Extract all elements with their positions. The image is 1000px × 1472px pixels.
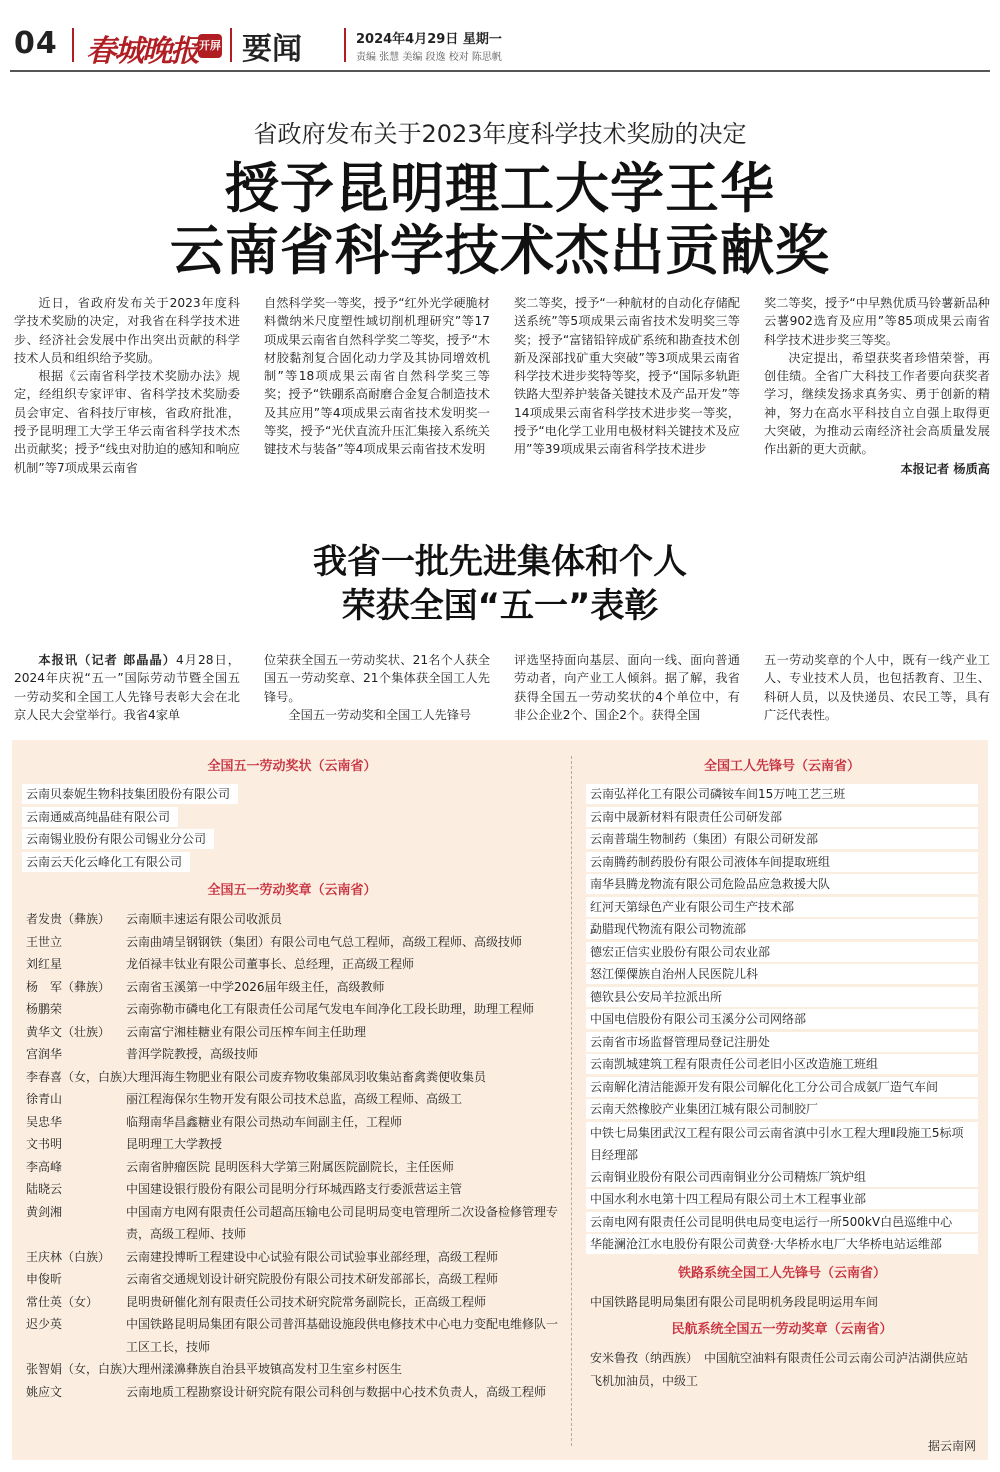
article1-body — [14, 294, 990, 478]
awardee-detail: 普洱学院教授，高级技师 — [126, 1047, 259, 1061]
section-title: 要闻 — [242, 32, 302, 67]
awardee-detail: 临翔南华昌鑫糖业有限公司热动车间副主任，工程师 — [126, 1114, 403, 1129]
awardee-name: 张智娟（女，白族） — [26, 1362, 135, 1376]
list-item — [586, 852, 978, 875]
awardee-detail: 大理洱海生物肥业有限公司废弃物收集部凤羽收集站畜禽粪便收集员 — [126, 1069, 487, 1084]
list-item — [586, 807, 978, 830]
awardee-name: 黄剑湘 — [26, 1204, 63, 1219]
list-item — [22, 1021, 562, 1044]
list-item — [586, 1189, 978, 1212]
list-item — [586, 919, 978, 942]
masthead-divider — [344, 28, 346, 62]
list-item — [22, 1066, 562, 1089]
awardee-name: 常仕英（女） — [26, 1294, 99, 1309]
list-item — [586, 1234, 978, 1257]
list-item — [22, 931, 562, 954]
awardee-name: 刘红星 — [26, 957, 63, 971]
list-item-text: 云南云天化云峰化工有限公司 — [22, 852, 190, 872]
awardee-name: 迟少英 — [26, 1317, 63, 1331]
list-item — [586, 1054, 978, 1077]
awardee-detail: 龙佰禄丰钛业有限公司董事长、总经理，正高级工程师 — [126, 957, 415, 971]
awardee-name: 宫润华 — [26, 1047, 63, 1061]
list-item-text: 云南省市场监督管理局登记注册处 — [586, 1032, 978, 1052]
awardee-name: 黄华文（壮族） — [26, 1024, 111, 1039]
list-item — [586, 964, 978, 987]
left-list-column — [22, 750, 562, 1403]
paragraph: 位荣获全国五一劳动奖状、21名个人获全国五一劳动奖章、21个集体获全国工人先锋号。 — [264, 653, 490, 704]
list-item: 安米鲁孜（纳西族） 中国航空油料有限责任公司云南公司泸沽湖供应站飞机加油员，中级工 — [590, 1351, 969, 1388]
masthead-divider — [72, 28, 74, 62]
awardee-name: 杨 军（彝族） — [26, 979, 111, 994]
list-item — [586, 1009, 978, 1032]
article2-column-3 — [514, 651, 740, 724]
awardee-name: 李高峰 — [26, 1159, 63, 1174]
list-item-text: 中国水利水电第十四工程局有限公司土木工程事业部 — [586, 1189, 978, 1209]
awardee-detail: 云南弥勒市磷电化工有限责任公司尾气发电车间净化工段长助理，助理工程师 — [126, 1002, 535, 1016]
awardee-detail: 云南富宁湘桂糖业有限公司压榨车间主任助理 — [126, 1024, 367, 1039]
category-title: 全国五一劳动奖状（云南省） — [207, 759, 377, 774]
awardee-detail: 中国南方电网有限责任公司超高压输电公司昆明局变电管理所二次设备检修管理专责，高级工程师、技师 — [126, 1204, 559, 1241]
article2-column-2 — [264, 651, 490, 724]
masthead-divider — [230, 28, 232, 62]
list-item — [586, 942, 978, 965]
paragraph: 奖二等奖，授予“中早熟优质马铃薯新品种云薯902选育及应用”等85项成果云南省科学技术进步奖三等奖。 — [764, 296, 990, 347]
paragraph: 评选坚持面向基层、面向一线、面向普通劳动者，向产业工人倾斜。据了解，我省获得全国五一劳动奖状的4个单位中，有非公企业2个、国企2个。获得全国 — [514, 653, 740, 722]
certificate-list — [22, 784, 562, 874]
awardee-detail: 云南建投博昕工程建设中心试验有限公司试验事业部经理，高级工程师 — [126, 1249, 499, 1264]
awardee-detail: 云南地质工程勘察设计研究院有限公司科创与数据中心技术负责人，高级工程师 — [126, 1384, 547, 1399]
list-item-text: 怒江傈僳族自治州人民医院儿科 — [586, 964, 978, 984]
article1-headline-line2: 云南省科学技术杰出贡献奖 — [170, 219, 830, 282]
list-item — [22, 1156, 562, 1179]
awardee-name: 徐青山 — [26, 1092, 63, 1106]
list-item — [22, 953, 562, 976]
list-item — [22, 1043, 562, 1066]
awardee-detail: 中国铁路昆明局集团有限公司普洱基础设施段供电修技术中心电力变配电维修队一工区工长，技师 — [126, 1317, 559, 1354]
byline: 本报记者 杨质高 — [900, 461, 990, 476]
railway-list — [586, 1291, 978, 1314]
list-item-text: 云南贝泰妮生物科技集团股份有限公司 — [22, 784, 238, 804]
page-number: 04 — [14, 26, 58, 61]
list-item — [22, 829, 562, 852]
list-item — [586, 1032, 978, 1055]
awardee-detail: 中国建设银行股份有限公司昆明分行环城西路支行委派营运主管 — [126, 1182, 463, 1196]
awardee-detail: 云南顺丰速运有限公司收派员 — [126, 912, 283, 926]
list-item — [22, 1178, 562, 1201]
article2-headline-line1: 我省一批先进集体和个人 — [313, 542, 687, 582]
awardee-name: 吴忠华 — [26, 1114, 63, 1129]
category-title: 铁路系统全国工人先锋号（云南省） — [677, 1265, 886, 1281]
list-item-text: 云南解化清洁能源开发有限公司解化化工分公司合成氨厂造气车间 — [586, 1077, 978, 1097]
paragraph: 五一劳动奖章的个人中，既有一线产业工人、专业技术人员，也包括教育、卫生、科研人员，以及快递员、农民工等，具有广泛代表性。 — [764, 653, 990, 722]
right-list-column — [586, 750, 978, 1392]
paragraph: 全国五一劳动奖和全国工人先锋号 — [288, 707, 472, 722]
list-item — [22, 998, 562, 1021]
awardee-detail: 云南省玉溪第一中学2026届年级主任，高级教师 — [126, 979, 385, 994]
list-item-text: 勐腊现代物流有限公司物流部 — [586, 919, 978, 939]
list-item — [22, 1381, 562, 1404]
category-title: 全国五一劳动奖章（云南省） — [207, 883, 377, 898]
paragraph: 决定提出，希望获奖者珍惜荣誉，再创佳绩。全省广大科技工作者要向获奖者学习，继续发扬求真务实、勇于创新的精神，努力在高水平科技自立自强上取得更大突破，为推动云南经济社会高质量发展作出新的更大贡献。 — [764, 350, 990, 457]
awardee-name: 陆晓云 — [26, 1182, 63, 1196]
list-item — [586, 784, 978, 807]
list-item — [586, 897, 978, 920]
masthead — [10, 22, 990, 69]
list-item-text: 云南腾药制药股份有限公司液体车间提取班组 — [586, 852, 978, 872]
list-item-text: 云南通威高纯晶硅有限公司 — [22, 807, 178, 827]
awardee-name: 王世立 — [26, 934, 63, 949]
list-item-text: 德宏正信实业股份有限公司农业部 — [586, 942, 978, 962]
list-item — [586, 874, 978, 897]
list-item — [586, 1099, 978, 1122]
awardee-name: 文书明 — [26, 1137, 63, 1151]
article1-column-1 — [14, 294, 240, 478]
list-item-text: 云南电网有限责任公司昆明供电局变电运行一所500kV白邑巡维中心 — [586, 1212, 978, 1232]
column-divider — [571, 756, 572, 1446]
list-item-text: 红河天第绿色产业有限公司生产技术部 — [586, 897, 978, 917]
list-item — [586, 1077, 978, 1100]
awardee-name: 杨鹏荣 — [26, 1002, 63, 1016]
list-item — [586, 1122, 978, 1167]
list-item — [586, 1212, 978, 1235]
list-item-text: 云南中晟新材料有限责任公司研发部 — [586, 807, 978, 827]
list-item — [22, 976, 562, 999]
list-item-text: 云南天然橡胶产业集团江城有限公司制胶厂 — [586, 1099, 978, 1119]
list-item — [22, 1201, 562, 1246]
header-rule — [10, 70, 990, 72]
list-item — [22, 784, 562, 807]
list-item-text: 中铁七局集团武汉工程有限公司云南省滇中引水工程大理Ⅱ段施工5标项目经理部 — [586, 1122, 978, 1167]
medal-list — [22, 908, 562, 1403]
paragraph: 近日，省政府发布关于2023年度科学技术奖励的决定，对我省在科学技术进步、经济社会发展中作出突出贡献的科学技术人员和组织给予奖励。 — [14, 296, 240, 365]
article1-column-4 — [764, 294, 990, 478]
list-item — [22, 1246, 562, 1269]
award-list-box — [12, 740, 988, 1460]
category-title: 全国工人先锋号（云南省） — [703, 759, 860, 774]
list-item — [22, 1268, 562, 1291]
awardee-detail: 云南省交通规划设计研究院股份有限公司技术研发部部长，高级工程师 — [126, 1272, 499, 1286]
list-item-text: 华能澜沧江水电股份有限公司黄登·大华桥水电厂大华桥电站运维部 — [586, 1234, 978, 1254]
category-title: 民航系统全国五一劳动奖章（云南省） — [671, 1322, 893, 1337]
awardee-detail: 昆明理工大学教授 — [126, 1137, 223, 1151]
newspaper-logo: 春城晚报 — [86, 34, 198, 69]
paragraph: 自然科学奖一等奖，授予“红外光学硬脆材料微纳米尺度塑性域切削机理研究”等17项成果云南省自然科学奖二等奖，授予“木材胶黏剂复合固化动力学及其协同增效机制”等18项成果云南省自然科学奖三等奖；授予“铁硼系高耐磨合金复合制造技术及其应用”等4项成果云南省技术发明奖一等奖，授予“光伏直流升压汇集接入系统关键技术与装备”等4项成果云南省技术发明 — [264, 296, 490, 457]
paragraph: 根据《云南省科学技术奖励办法》规定，经组织专家评审、省科学技术奖励委员会审定、省科技厅审核，省政府批准，授予昆明理工大学王华云南省科学技术杰出贡献奖；授予“线虫对肋迫的感知和响应机制”等7项成果云南省 — [14, 369, 240, 475]
app-badge-icon: 开屏 — [198, 34, 222, 58]
list-item — [22, 1313, 562, 1358]
list-item — [586, 829, 978, 852]
awardee-name: 王庆林（白族） — [26, 1249, 111, 1264]
awardee-name: 者发贵（彝族） — [26, 912, 111, 926]
list-item-text: 德钦县公安局羊拉派出所 — [586, 987, 978, 1007]
article2-column-1 — [14, 651, 240, 724]
awardee-detail: 丽江程海保尔生物开发有限公司技术总监，高级工程师、高级工 — [126, 1092, 463, 1106]
list-item — [22, 807, 562, 830]
list-item — [22, 1291, 562, 1314]
source-credit: 据云南网 — [927, 1439, 976, 1453]
awardee-name: 李春喜（女，白族） — [26, 1069, 135, 1084]
article2-headline-line2: 荣获全国“五一”表彰 — [341, 586, 659, 626]
list-item — [22, 852, 562, 875]
paragraph-text: 4月28日，2024年庆祝“五一”国际劳动节暨全国五一劳动奖和全国工人先锋号表彰大会在北京人民大会堂举行。我省4家单 — [14, 653, 240, 722]
list-item — [22, 1358, 562, 1381]
awardee-name: 申俊昕 — [26, 1272, 63, 1286]
list-item — [22, 908, 562, 931]
list-item-text: 云南铜业股份有限公司西南铜业分公司精炼厂筑炉组 — [586, 1167, 978, 1187]
awardee-detail: 昆明贵研催化剂有限责任公司技术研究院常务副院长，正高级工程师 — [126, 1294, 487, 1309]
article1-column-3 — [514, 294, 740, 478]
list-item-text: 南华县腾龙物流有限公司危险品应急救援大队 — [586, 874, 978, 894]
list-item-text: 云南弘祥化工有限公司磷铵车间15万吨工艺三班 — [586, 784, 978, 804]
issue-date: 2024年4月29日 星期一 — [356, 32, 502, 47]
awardee-name: 姚应文 — [26, 1384, 63, 1399]
article1-kicker: 省政府发布关于2023年度科学技术奖励的决定 — [253, 120, 747, 148]
pioneer-list — [586, 784, 978, 1257]
list-item-text: 云南普瑞生物制药（集团）有限公司研发部 — [586, 829, 978, 849]
paragraph — [14, 651, 240, 724]
awardee-detail: 云南省肿瘤医院 昆明医科大学第三附属医院副院长，主任医师 — [126, 1159, 454, 1174]
list-item — [22, 1111, 562, 1134]
aviation-list — [586, 1347, 978, 1392]
awardee-detail: 大理州漾濞彝族自治县平坡镇高发村卫生室乡村医生 — [126, 1362, 403, 1376]
list-item — [586, 987, 978, 1010]
paragraph: 奖二等奖，授予“一种航材的自动化存储配送系统”等5项成果云南省技术发明奖三等奖；授予“富锗铅锌成矿系统和勘查技术创新及深部找矿重大突破”等3项成果云南省科学技术进步奖特等奖，授予“国际多轨距铁路大型养护装备关键技术及产品开发”等14项成果云南省科学技术进步奖一等奖，授予“电化学工业用电极材料关键技术及应用”等39项成果云南省科学技术进步 — [514, 296, 740, 457]
list-item-text: 云南锡业股份有限公司锡业分公司 — [22, 829, 214, 849]
editor-credits: 责编 张慧 美编 段逸 校对 陈思帆 — [356, 52, 502, 63]
list-item — [586, 1167, 978, 1190]
article2-lead: 本报讯（记者 郎晶晶） — [38, 653, 176, 667]
list-item: 中国铁路昆明局集团有限公司昆明机务段昆明运用车间 — [590, 1294, 879, 1309]
article2-body — [14, 651, 990, 724]
list-item — [22, 1088, 562, 1111]
list-item-text: 中国电信股份有限公司玉溪分公司网络部 — [586, 1009, 978, 1029]
article1-column-2 — [264, 294, 490, 478]
list-item — [22, 1133, 562, 1156]
article1-headline-line1: 授予昆明理工大学王华 — [225, 157, 775, 220]
list-item-text: 云南凯城建筑工程有限责任公司老旧小区改造施工班组 — [586, 1054, 978, 1074]
awardee-detail: 云南曲靖呈钢钢铁（集团）有限公司电气总工程师，高级工程师、高级技师 — [126, 934, 523, 949]
article2-column-4 — [764, 651, 990, 724]
